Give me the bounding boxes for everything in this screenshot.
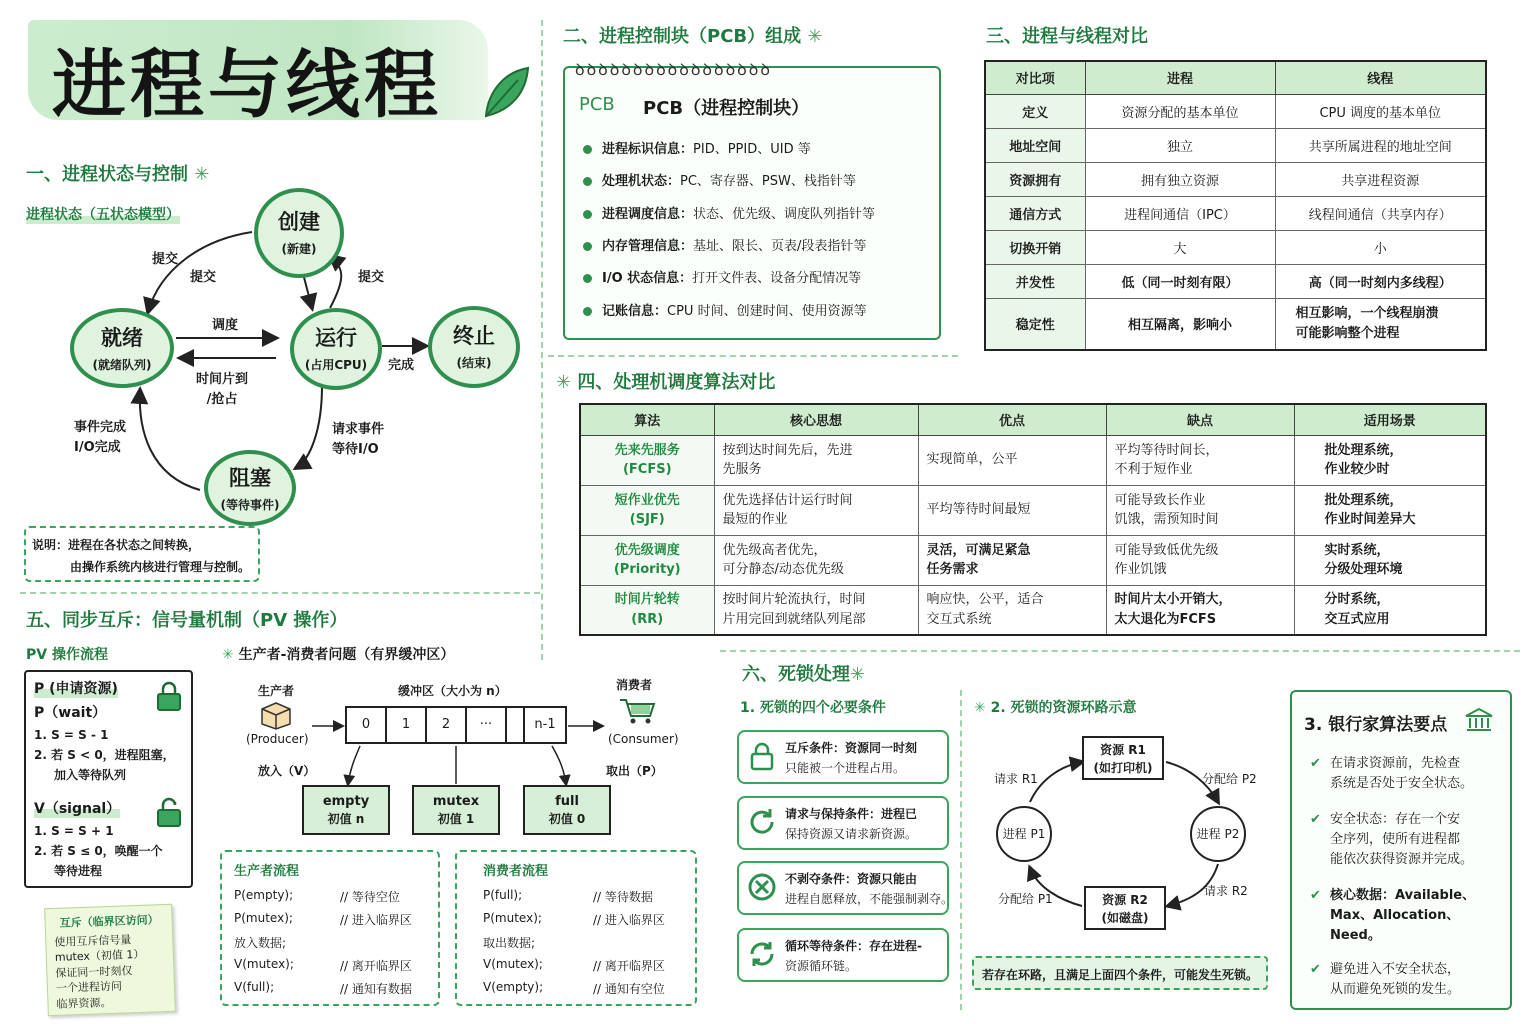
- lock-icon: [746, 740, 778, 772]
- take-label: 取出（P）: [606, 764, 663, 778]
- pv-flow-label: PV 操作流程: [26, 647, 108, 663]
- table-cell: 独立: [1085, 128, 1275, 162]
- table-header: 优点: [918, 404, 1106, 435]
- pcb-card: [563, 60, 941, 340]
- table-header: 核心思想: [714, 404, 918, 435]
- check-icon: ✔: [1310, 812, 1321, 827]
- bullet-icon: [583, 177, 592, 186]
- section-5-heading: 五、同步互斥：信号量机制（PV 操作）: [26, 610, 348, 631]
- divider: [541, 20, 543, 660]
- state-terminated: 终止 (结束): [428, 306, 520, 388]
- resource-r1: 资源 R1 (如打印机): [1082, 736, 1164, 780]
- section-3-heading: 三、进程与线程对比: [986, 26, 1148, 47]
- semaphore-full: full 初值 0: [523, 785, 611, 835]
- bankers-algorithm-card: [1290, 690, 1512, 1010]
- table-cell: 可能导致低优先级 作业饥饿: [1106, 535, 1294, 585]
- unlock-icon: [154, 796, 184, 828]
- buffer-cell: 2: [425, 706, 467, 744]
- process-p1: 进程 P1: [996, 806, 1052, 862]
- bank-icon: [1464, 706, 1494, 734]
- table-cell: 先来先服务 (FCFS): [580, 435, 714, 485]
- buffer-cell: n-1: [523, 706, 567, 744]
- table-cell: 按时间片轮流执行，时间 片用完回到就绪队列尾部: [714, 585, 918, 635]
- pcb-item: I/O 状态信息：打开文件表、设备分配情况等: [583, 267, 861, 286]
- edge-alloc-p2: 分配给 P2: [1202, 772, 1257, 786]
- table-cell: 相互影响，一个线程崩溃 可能影响整个进程: [1275, 298, 1486, 350]
- pcb-item: 进程调度信息：状态、优先级、调度队列指针等: [583, 203, 875, 222]
- table-cell: 相互隔离，影响小: [1085, 298, 1275, 350]
- table-cell: 稳定性: [985, 298, 1085, 350]
- label-timeout: 时间片到 /抢占: [196, 372, 249, 407]
- state-note-box: 说明：进程在各状态之间转换， 由操作系统内核进行管理与控制。: [24, 526, 260, 582]
- table-cell: 拥有独立资源: [1085, 162, 1275, 196]
- table-row: [580, 435, 1486, 485]
- bank-point: ✔ 安全状态：存在一个安 全序列，使所有进程都 能依次获得资源并完成。: [1310, 812, 1474, 868]
- condition-card-hold-and-wait: 请求与保持条件：进程已 保持资源又请求新资源。: [737, 796, 949, 850]
- deadlock-conditions-title: 1. 死锁的四个必要条件: [740, 700, 886, 716]
- table-cell: 高（同一时刻内多线程）: [1275, 264, 1486, 298]
- table-cell: 时间片轮转 (RR): [580, 585, 714, 635]
- table-header: 适用场景: [1294, 404, 1486, 435]
- pv-card: P (申请资源) P（wait） 1. S = S - 1 2. 若 S < 0，进程阻塞， 加入等待队列 V（signal） 1. S = S + 1 2. 若 S ≤ 0，唤醒一个 等待进程: [24, 670, 193, 888]
- semaphore-mutex: mutex 初值 1: [412, 785, 500, 835]
- table-cell: 实时系统， 分级处理环境: [1294, 535, 1486, 585]
- table-row: [985, 196, 1486, 230]
- edge-req-r1: 请求 R1: [994, 772, 1038, 786]
- table-cell: 优先级高者优先， 可分静态/动态优先级: [714, 535, 918, 585]
- buffer-cell: 0: [345, 706, 387, 744]
- label-event-done: 事件完成 I/O完成: [74, 420, 127, 456]
- pcb-item: 内存管理信息：基址、限长、页表/段表指针等: [583, 235, 866, 254]
- state-ready: 就绪 (就绪队列): [70, 308, 174, 388]
- table-cell: 分时系统， 交互式应用: [1294, 585, 1486, 635]
- table-row: [580, 485, 1486, 535]
- cycle-note: 若存在环路，且满足上面四个条件，可能发生死锁。: [972, 956, 1268, 990]
- table-cell: 切换开销: [985, 230, 1085, 264]
- label-request-io: 请求事件 等待I/O: [332, 422, 385, 458]
- table-row: [580, 585, 1486, 635]
- table-row: [580, 535, 1486, 585]
- producer-en: (Producer): [246, 732, 309, 746]
- table-header: 线程: [1275, 61, 1486, 94]
- table-cell: 实现简单，公平: [918, 435, 1106, 485]
- mutex-sticky-note: 互斥（临界区访问） 使用互斥信号量 mutex（初值 1） 保证同一时刻仅 一个进程访问 临界资源。: [44, 904, 176, 1016]
- table-cell: 小: [1275, 230, 1486, 264]
- state-running: 运行 (占用CPU): [290, 308, 382, 390]
- table-cell: 共享进程资源: [1275, 162, 1486, 196]
- section-1-heading: 一、进程状态与控制 ✳: [26, 164, 210, 185]
- bullet-icon: [583, 274, 592, 283]
- resource-r2: 资源 R2 (如磁盘): [1084, 886, 1166, 930]
- star-icon: ✳: [850, 664, 866, 685]
- table-cell: 线程间通信（共享内存）: [1275, 196, 1486, 230]
- buffer-arrows: [290, 700, 630, 790]
- table-row: [985, 128, 1486, 162]
- buffer-label: 缓冲区（大小为 n）: [398, 684, 507, 698]
- producer-flow-box: 生产者流程 P(empty); // 等待空位 P(mutex); // 进入临界区 放入数据; V(mutex); // 离开临界区 V(full); // 通知有数据: [220, 850, 440, 1006]
- lock-icon: [154, 680, 184, 712]
- section-6-heading: 六、死锁处理✳: [742, 664, 866, 685]
- table-cell: 可能导致长作业 饥饿，需预知时间: [1106, 485, 1294, 535]
- table-header: 进程: [1085, 61, 1275, 94]
- semaphore-empty: empty 初值 n: [302, 785, 390, 835]
- check-icon: ✔: [1310, 888, 1321, 903]
- table-header: 算法: [580, 404, 714, 435]
- table-cell: 按到达时间先后，先进 先服务: [714, 435, 918, 485]
- table-cell: 进程间通信（IPC）: [1085, 196, 1275, 230]
- producer-label: 生产者: [258, 684, 295, 698]
- consumer-en: (Consumer): [608, 732, 679, 746]
- table-row: [985, 298, 1486, 350]
- page-title: 进程与线程: [52, 42, 442, 128]
- table-cell: 平均等待时间最短: [918, 485, 1106, 535]
- label-submit-3: 提交: [358, 270, 385, 285]
- table-cell: CPU 调度的基本单位: [1275, 94, 1486, 128]
- section-4-heading: ✳ 四、处理机调度算法对比: [556, 372, 776, 393]
- table-header: 缺点: [1106, 404, 1294, 435]
- table-cell: 共享所属进程的地址空间: [1275, 128, 1486, 162]
- consumer-label: 消费者: [616, 678, 653, 692]
- bank-point: ✔ 核心数据：Available、 Max、Allocation、 Need。: [1310, 888, 1476, 944]
- star-icon: ✳: [974, 700, 986, 716]
- table-cell: 响应快，公平，适合 交互式系统: [918, 585, 1106, 635]
- table-cell: 大: [1085, 230, 1275, 264]
- pcb-tag: PCB: [579, 94, 615, 115]
- consumer-flow-box: 消费者流程 P(full); // 等待数据 P(mutex); // 进入临界区 取出数据; V(mutex); // 离开临界区 V(empty); // 通知有空位: [455, 850, 697, 1006]
- table-row: [985, 264, 1486, 298]
- check-icon: ✔: [1310, 962, 1321, 977]
- condition-card-mutual-exclusion: 互斥条件：资源同一时刻 只能被一个进程占用。: [737, 730, 949, 784]
- spiral-binding: ꝺꝺꝺꝺꝺꝺꝺꝺꝺꝺꝺꝺꝺꝺꝺꝺꝺ: [575, 60, 772, 79]
- no-entry-icon: [746, 871, 778, 903]
- table-header: 对比项: [985, 61, 1085, 94]
- package-icon: [258, 700, 294, 730]
- bank-point: ✔ 在请求资源前，先检查 系统是否处于安全状态。: [1310, 756, 1474, 792]
- table-cell: 灵活，可满足紧急 任务需求: [918, 535, 1106, 585]
- table-cell: 时间片太小开销大， 太大退化为FCFS: [1106, 585, 1294, 635]
- star-icon: ✳: [194, 164, 210, 185]
- table-cell: 资源拥有: [985, 162, 1085, 196]
- pcb-card-title: PCB（进程控制块）: [643, 98, 810, 119]
- pcb-item: 处理机状态：PC、寄存器、PSW、栈指针等: [583, 170, 856, 189]
- table-cell: 平均等待时间长， 不利于短作业: [1106, 435, 1294, 485]
- pcb-item: 进程标识信息：PID、PPID、UID 等: [583, 138, 811, 157]
- table-cell: 批处理系统， 作业较少时: [1294, 435, 1486, 485]
- state-model-subheading: 进程状态（五状态模型）: [26, 204, 180, 224]
- table-cell: 定义: [985, 94, 1085, 128]
- buffer-cell: 1: [385, 706, 427, 744]
- buffer-cell: ···: [465, 706, 507, 744]
- state-blocked: 阻塞 (等待事件): [204, 450, 296, 526]
- bullet-icon: [583, 242, 592, 251]
- table-cell: 地址空间: [985, 128, 1085, 162]
- pcb-item: 记账信息：CPU 时间、创建时间、使用资源等: [583, 300, 867, 319]
- table-cell: 通信方式: [985, 196, 1085, 230]
- scheduling-table: [579, 403, 1487, 636]
- table-cell: 短作业优先 (SJF): [580, 485, 714, 535]
- state-created: 创建 (新建): [254, 188, 344, 278]
- star-icon: ✳: [222, 647, 234, 663]
- table-cell: 优先级调度 (Priority): [580, 535, 714, 585]
- condition-card-circular-wait: 循环等待条件：存在进程- 资源循环链。: [737, 928, 949, 982]
- process-p2: 进程 P2: [1190, 806, 1246, 862]
- table-row: [985, 94, 1486, 128]
- table-cell: 资源分配的基本单位: [1085, 94, 1275, 128]
- table-cell: 优先选择估计运行时间 最短的作业: [714, 485, 918, 535]
- divider: [960, 690, 962, 1010]
- divider: [720, 650, 1520, 652]
- table-row: [985, 162, 1486, 196]
- star-icon: ✳: [807, 26, 823, 47]
- refresh-icon: [746, 806, 778, 838]
- label-finish: 完成: [388, 358, 415, 373]
- table-cell: 低（同一时刻有限）: [1085, 264, 1275, 298]
- put-label: 放入（V）: [258, 764, 316, 778]
- resource-cycle-title: ✳ 2. 死锁的资源环路示意: [974, 700, 1137, 716]
- bullet-icon: [583, 307, 592, 316]
- table-cell: 批处理系统， 作业时间差异大: [1294, 485, 1486, 535]
- condition-card-no-preemption: 不剥夺条件：资源只能由 进程自愿释放，不能强制剥夺。: [737, 861, 949, 915]
- check-icon: ✔: [1310, 756, 1321, 771]
- label-dispatch: 调度: [212, 318, 239, 333]
- edge-req-r2: 请求 R2: [1204, 884, 1248, 898]
- bullet-icon: [583, 145, 592, 154]
- edge-alloc-p1: 分配给 P1: [998, 892, 1053, 906]
- bank-point: ✔ 避免进入不安全状态， 从而避免死锁的发生。: [1310, 962, 1461, 998]
- table-cell: 并发性: [985, 264, 1085, 298]
- section-2-heading: 二、进程控制块（PCB）组成 ✳: [563, 26, 823, 47]
- process-thread-table: [984, 60, 1487, 351]
- producer-consumer-title: ✳ 生产者-消费者问题（有界缓冲区）: [222, 647, 455, 663]
- label-submit-2: 提交: [190, 270, 217, 285]
- star-icon: ✳: [556, 372, 572, 393]
- label-submit-1: 提交: [152, 252, 179, 267]
- bankers-title: 3. 银行家算法要点: [1304, 715, 1448, 735]
- page-title-banner: [28, 20, 488, 128]
- divider: [20, 592, 540, 594]
- bullet-icon: [583, 210, 592, 219]
- table-row: [985, 230, 1486, 264]
- leaf-icon: [478, 62, 534, 122]
- cycle-icon: [746, 938, 778, 970]
- divider: [548, 355, 958, 357]
